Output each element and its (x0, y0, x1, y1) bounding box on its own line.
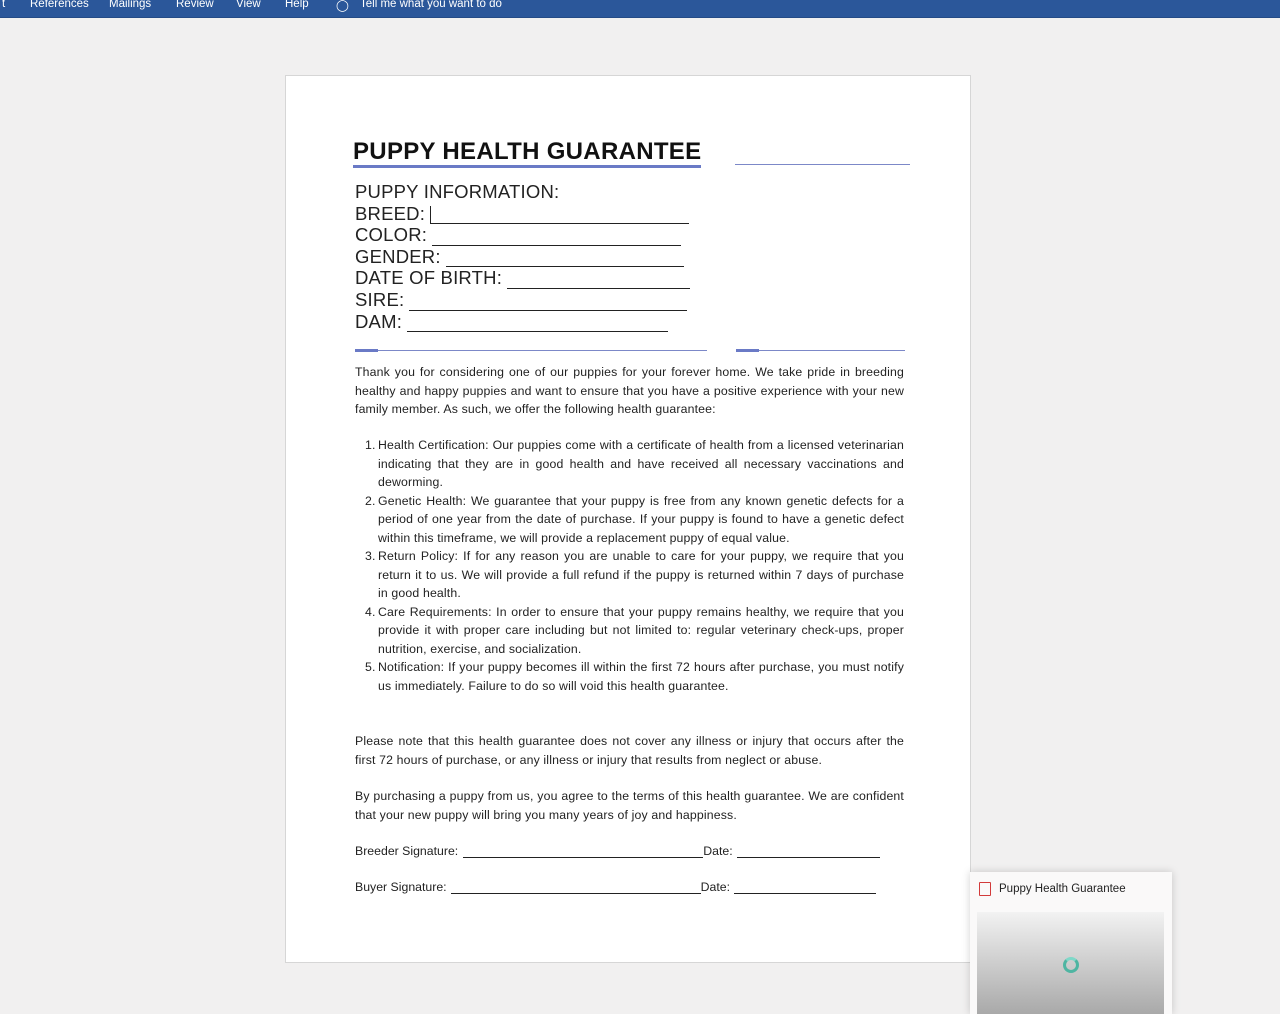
closing-paragraph: By purchasing a puppy from us, you agree to the terms of this health guarantee. We are confident that your new puppy will bring you many years of joy and happiness. (355, 789, 904, 822)
field-label: GENDER: (355, 245, 441, 267)
taskbar-preview[interactable] (970, 872, 1172, 1014)
breeder-signature-blank[interactable] (463, 845, 703, 858)
divider-line (736, 350, 905, 351)
field-label: SIRE: (355, 288, 405, 310)
breeder-signature-label: Breeder Signature: (355, 844, 459, 858)
divider-line (355, 350, 707, 351)
tab-view[interactable]: View (236, 0, 261, 10)
divider-accent (355, 349, 378, 352)
list-item (355, 658, 904, 695)
item-text: Return Policy: If for any reason you are unable to care for your puppy, we require that you return it to us. We will provide a full refund if the puppy is returned within 7 days of purchase in good health. (378, 549, 904, 600)
tab-help[interactable]: Help (285, 0, 309, 10)
item-number: 2. (365, 493, 376, 508)
dam-field[interactable] (355, 311, 690, 333)
info-heading: PUPPY INFORMATION: (355, 181, 560, 202)
item-text: Notification: If your puppy becomes ill within the first 72 hours after purchase, you must notify us immediately. Failure to do so will void this health guarantee. (378, 660, 904, 693)
sire-field[interactable] (355, 289, 690, 311)
item-number: 3. (365, 549, 376, 563)
buyer-signature-label: Buyer Signature: (355, 880, 447, 894)
breeder-signature-line[interactable] (355, 844, 880, 858)
list-item (355, 492, 904, 548)
document-page[interactable] (285, 75, 971, 963)
item-number: 4. (365, 604, 376, 619)
decorative-line (735, 164, 910, 165)
tell-me-search[interactable]: Tell me what you want to do (360, 0, 502, 10)
field-label: DATE OF BIRTH: (355, 267, 503, 289)
date-label: Date: (703, 844, 733, 858)
date-label: Date: (700, 880, 731, 894)
breeder-date-blank[interactable] (737, 845, 880, 858)
gender-field[interactable] (355, 246, 690, 268)
dam-blank[interactable] (407, 314, 668, 332)
item-text: Genetic Health: We guarantee that your puppy is free from any known genetic defects for a period of one year from the date of purchase. If your puppy is found to have a genetic defect within this timeframe, we will provide a replacement puppy of equal value. (378, 493, 904, 545)
tab-review[interactable]: Review (176, 0, 214, 10)
guarantee-list (355, 436, 904, 695)
item-number: 5. (365, 660, 376, 674)
intro-paragraph: Thank you for considering one of our puppies for your forever home. We take pride in breeding healthy and happy puppies and want to ensure that you have a positive experience with your new family member. As such, we offer the following health guarantee: (355, 365, 904, 416)
gender-blank[interactable] (446, 249, 684, 267)
puppy-info-block (355, 181, 690, 332)
breed-field[interactable] (355, 203, 690, 225)
preview-title: Puppy Health Guarantee (999, 883, 1126, 895)
buyer-date-blank[interactable] (734, 881, 876, 894)
color-blank[interactable] (432, 228, 681, 246)
field-label: BREED: (355, 202, 426, 224)
field-label: DAM: (355, 310, 403, 332)
breed-blank[interactable] (430, 206, 689, 224)
dob-field[interactable] (355, 267, 690, 289)
list-item (355, 436, 904, 492)
list-item (355, 547, 904, 603)
tab-mailings[interactable]: Mailings (109, 0, 152, 10)
tab-references[interactable]: References (30, 0, 89, 10)
buyer-signature-line[interactable] (355, 880, 876, 894)
lightbulb-icon: ◯ (336, 0, 349, 12)
list-item (355, 603, 904, 659)
note-paragraph: Please note that this health guarantee does not cover any illness or injury that occurs after the first 72 hours of purchase, or any illness or injury that results from neglect or abuse. (355, 734, 904, 767)
ribbon-tab-bar (0, 0, 1280, 18)
color-field[interactable] (355, 224, 690, 246)
item-text: Care Requirements: In order to ensure that your puppy remains healthy, we require that you provide it with proper care including but not limited to: regular veterinary check-ups, proper nutrition, exercise, and socialization. (378, 604, 904, 656)
loading-spinner-icon (1063, 957, 1079, 973)
dob-blank[interactable] (507, 271, 690, 289)
field-label: COLOR: (355, 224, 428, 246)
pdf-icon (979, 882, 991, 896)
buyer-signature-blank[interactable] (451, 881, 701, 894)
preview-thumbnail[interactable] (977, 912, 1164, 1014)
sire-blank[interactable] (409, 293, 687, 311)
document-title: PUPPY HEALTH GUARANTEE (353, 138, 701, 168)
divider-accent (736, 349, 759, 352)
item-text: Health Certification: Our puppies come with a certificate of health from a licensed veterinarian indicating that they are in good health and have received all necessary vaccinations and deworming. (378, 438, 904, 489)
item-number: 1. (365, 438, 376, 452)
tab-layout[interactable]: t (2, 0, 6, 10)
